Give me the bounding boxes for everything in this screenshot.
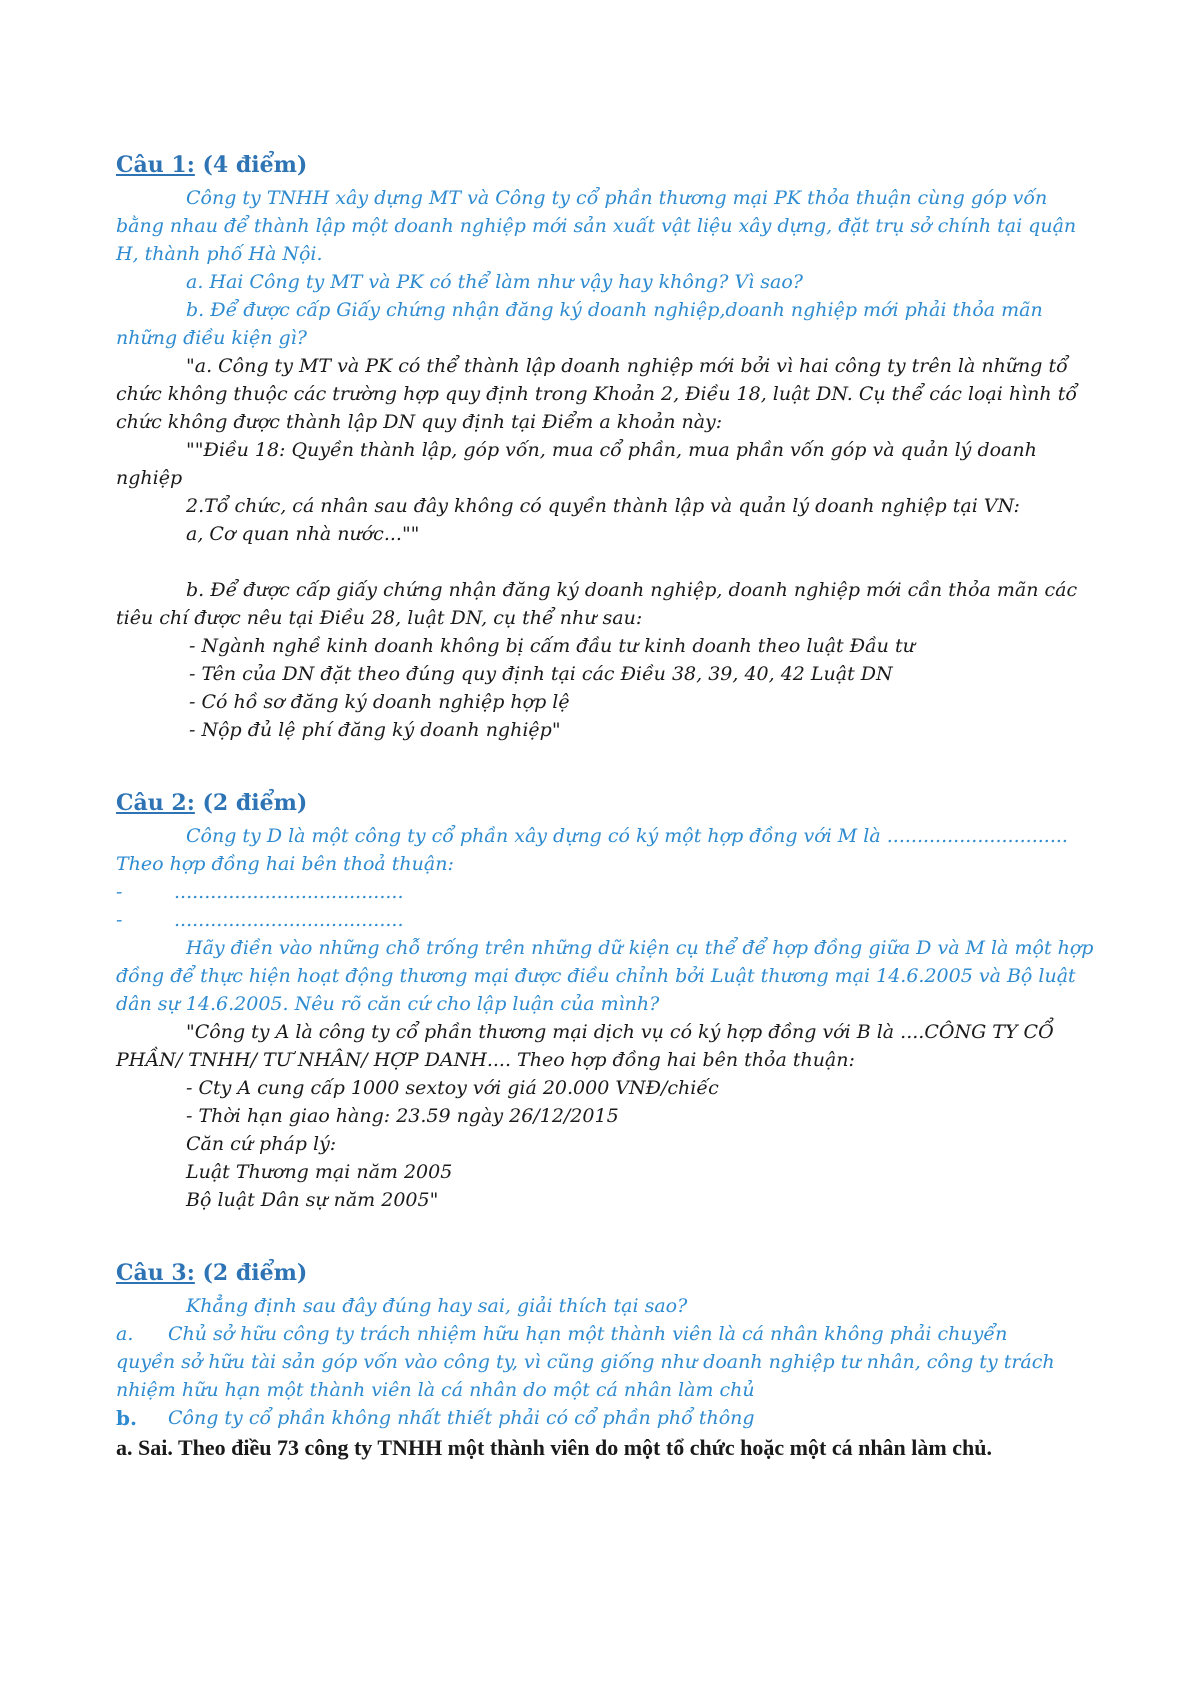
blank-dash: - xyxy=(116,909,123,931)
answer-1-bullet: - Có hồ sơ đăng ký doanh nghiệp hợp lệ xyxy=(189,691,570,713)
answer-2-line: Căn cứ pháp lý: xyxy=(186,1133,337,1155)
answer-1-bullet: - Ngành nghề kinh doanh không bị cấm đầu tư kinh doanh theo luật Đầu tư xyxy=(189,635,915,657)
answer-1-quote-clause: 2.Tổ chức, cá nhân sau đây không có quyền thành lập và quản lý doanh nghiệp tại VN: xyxy=(186,495,1020,517)
question-1-number: Câu 1: xyxy=(116,152,195,178)
blank-dash: - xyxy=(116,881,123,903)
statement-a-text-first: Chủ sở hữu công ty trách nhiệm hữu hạn một thành viên là cá nhân không phải chuyển xyxy=(168,1323,1008,1345)
answer-1-quote-article: ""Điều 18: Quyền thành lập, góp vốn, mua cổ phần, mua phần vốn góp và quản lý doanh nghiệp xyxy=(116,439,1037,489)
answer-1-bullet: - Nộp đủ lệ phí đăng ký doanh nghiệp" xyxy=(189,719,561,741)
answer-2-line: Bộ luật Dân sự năm 2005" xyxy=(186,1189,439,1211)
blank-dots: ...................................... xyxy=(174,909,404,931)
question-3-statement-b xyxy=(116,1404,1100,1432)
answer-2-line: Luật Thương mại năm 2005 xyxy=(186,1161,453,1183)
statement-b-text: Công ty cổ phần không nhất thiết phải có cổ phần phổ thông xyxy=(168,1407,755,1429)
answer-2: "Công ty A là công ty cổ phần thương mại dịch vụ có ký hợp đồng với B là ....CÔNG TY CỔ PHẦN/ TNHH/ TƯ NHÂN/ HỢP DANH.... Theo hợp đồng hai bên thỏa thuận: xyxy=(116,1021,1054,1071)
answer-1-bullet: - Tên của DN đặt theo đúng quy định tại các Điều 38, 39, 40, 42 Luật DN xyxy=(189,663,893,685)
question-3-heading xyxy=(116,1258,1100,1288)
question-1-part-b: b. Để được cấp Giấy chứng nhận đăng ký doanh nghiệp,doanh nghiệp mới phải thỏa mãn những điều kiện gì? xyxy=(116,299,1043,349)
statement-a-label: a. xyxy=(116,1323,134,1345)
question-2-number: Câu 2: xyxy=(116,790,195,816)
question-2-blank xyxy=(116,878,1100,906)
question-2-heading xyxy=(116,788,1100,818)
answer-1-b: b. Để được cấp giấy chứng nhận đăng ký doanh nghiệp, doanh nghiệp mới cần thỏa mãn các tiêu chí được nêu tại Điều 28, luật DN, cụ thể như sau: xyxy=(116,579,1078,629)
answer-3: a. Sai. Theo điều 73 công ty TNHH một thành viên do một tổ chức hoặc một cá nhân làm chủ. xyxy=(116,1435,992,1460)
answer-1-a: "a. Công ty MT và PK có thể thành lập doanh nghiệp mới bởi vì hai công ty trên là những tổ chức không thuộc các trường hợp quy định trong Khoản 2, Điều 18, luật DN. Cụ thể các loại hình tổ chức không được thành lập DN quy định tại Điểm a khoản này: xyxy=(116,355,1077,433)
answer-1-quote-point: a, Cơ quan nhà nước..."" xyxy=(186,523,420,545)
question-1-points: (4 điểm) xyxy=(194,152,308,178)
statement-b-label: b. xyxy=(116,1406,137,1430)
question-2-points: (2 điểm) xyxy=(194,790,308,816)
question-2-agreement: Theo hợp đồng hai bên thoả thuận: xyxy=(116,853,454,875)
question-3-prompt: Khẳng định sau đây đúng hay sai, giải thích tại sao? xyxy=(186,1295,688,1317)
blank-dots: ...................................... xyxy=(174,881,404,903)
question-1-part-a: a. Hai Công ty MT và PK có thể làm như vậy hay không? Vì sao? xyxy=(186,271,803,293)
statement-a-text-rest: quyền sở hữu tài sản góp vốn vào công ty, vì cũng giống như doanh nghiệp tư nhân, công ty trách nhiệm hữu hạn một thành viên là cá nhân do một cá nhân làm chủ xyxy=(116,1351,1055,1401)
question-2-prompt: Công ty D là một công ty cổ phần xây dựng có ký một hợp đồng với M là .............................. xyxy=(186,825,1068,847)
answer-2-line: - Thời hạn giao hàng: 23.59 ngày 26/12/2015 xyxy=(186,1105,619,1127)
question-1-prompt: Công ty TNHH xây dựng MT và Công ty cổ phần thương mại PK thỏa thuận cùng góp vốn bằng nhau để thành lập một doanh nghiệp mới sản xuất vật liệu xây dựng, đặt trụ sở chính tại quận H, thành phố Hà Nội. xyxy=(116,187,1077,265)
question-1-heading xyxy=(116,150,1100,180)
question-3-statement-a xyxy=(116,1320,1100,1348)
question-3-points: (2 điểm) xyxy=(194,1260,308,1286)
question-3-number: Câu 3: xyxy=(116,1260,195,1286)
question-2-instruction: Hãy điền vào những chỗ trống trên những dữ kiện cụ thể để hợp đồng giữa D và M là một hợp đồng để thực hiện hoạt động thương mại được điều chỉnh bởi Luật thương mại 14.6.2005 và Bộ luật dân sự 14.6.2005. Nêu rõ căn cứ cho lập luận của mình? xyxy=(116,937,1094,1015)
question-2-blank xyxy=(116,906,1100,934)
answer-2-line: - Cty A cung cấp 1000 sextoy với giá 20.000 VNĐ/chiếc xyxy=(186,1077,719,1099)
